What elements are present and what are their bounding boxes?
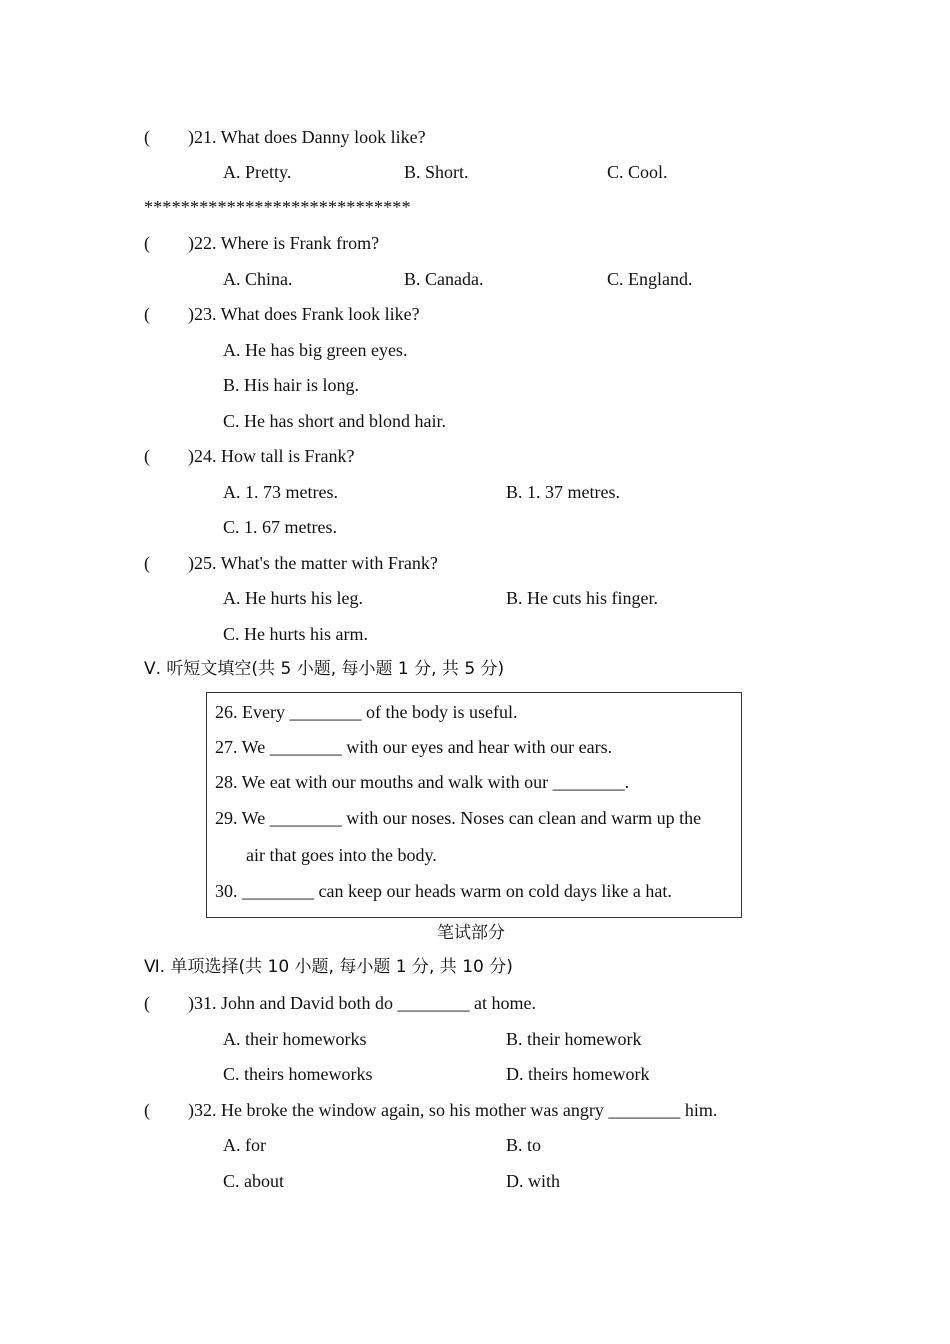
- answer-paren: (: [144, 553, 150, 573]
- answer-paren: (: [144, 1100, 150, 1120]
- option-c: C. 1. 67 metres.: [223, 517, 337, 537]
- blank-item-28: 28. We eat with our mouths and walk with our ________.: [215, 772, 630, 792]
- option-b: B. Canada.: [404, 269, 484, 289]
- question-stem: )21. What does Danny look like?: [188, 127, 426, 147]
- option-a: A. He hurts his leg.: [223, 588, 363, 608]
- option-b: B. Short.: [404, 162, 469, 182]
- option-c: C. England.: [607, 269, 693, 289]
- option-c: C. theirs homeworks: [223, 1064, 373, 1084]
- star-divider: *****************************: [144, 197, 411, 217]
- answer-paren: (: [144, 127, 150, 147]
- written-part-heading: 笔试部分: [437, 923, 505, 943]
- question-stem: )22. Where is Frank from?: [188, 233, 380, 253]
- option-b: B. their homework: [506, 1029, 642, 1049]
- option-b: B. 1. 37 metres.: [506, 482, 620, 502]
- section-5-title: Ⅴ. 听短文填空(共 5 小题, 每小题 1 分, 共 5 分): [144, 659, 505, 679]
- option-a: A. 1. 73 metres.: [223, 482, 338, 502]
- option-c: C. Cool.: [607, 162, 668, 182]
- blank-item-30: 30. ________ can keep our heads warm on cold days like a hat.: [215, 881, 672, 901]
- blank-item-29: 29. We ________ with our noses. Noses can clean and warm up the: [215, 808, 702, 828]
- answer-paren: (: [144, 446, 150, 466]
- option-c: C. about: [223, 1171, 284, 1191]
- option-b: B. His hair is long.: [223, 375, 360, 395]
- option-a: A. He has big green eyes.: [223, 340, 408, 360]
- option-d: D. with: [506, 1171, 560, 1191]
- answer-paren: (: [144, 993, 150, 1013]
- answer-paren: (: [144, 233, 150, 253]
- option-b: B. to: [506, 1135, 542, 1155]
- option-a: A. Pretty.: [223, 162, 292, 182]
- blank-item-26: 26. Every ________ of the body is useful.: [215, 702, 518, 722]
- question-stem: )23. What does Frank look like?: [188, 304, 420, 324]
- question-stem: )24. How tall is Frank?: [188, 446, 355, 466]
- question-stem: )25. What's the matter with Frank?: [188, 553, 438, 573]
- option-c: C. He has short and blond hair.: [223, 411, 446, 431]
- question-stem: )32. He broke the window again, so his mother was angry ________ him.: [188, 1100, 718, 1120]
- blank-item-27: 27. We ________ with our eyes and hear with our ears.: [215, 737, 613, 757]
- option-d: D. theirs homework: [506, 1064, 650, 1084]
- question-stem: )31. John and David both do ________ at home.: [188, 993, 536, 1013]
- answer-paren: (: [144, 304, 150, 324]
- blank-item-29-continued: air that goes into the body.: [246, 845, 437, 865]
- option-c: C. He hurts his arm.: [223, 624, 368, 644]
- option-b: B. He cuts his finger.: [506, 588, 658, 608]
- option-a: A. China.: [223, 269, 293, 289]
- option-a: A. for: [223, 1135, 266, 1155]
- option-a: A. their homeworks: [223, 1029, 367, 1049]
- section-6-title: Ⅵ. 单项选择(共 10 小题, 每小题 1 分, 共 10 分): [144, 957, 513, 977]
